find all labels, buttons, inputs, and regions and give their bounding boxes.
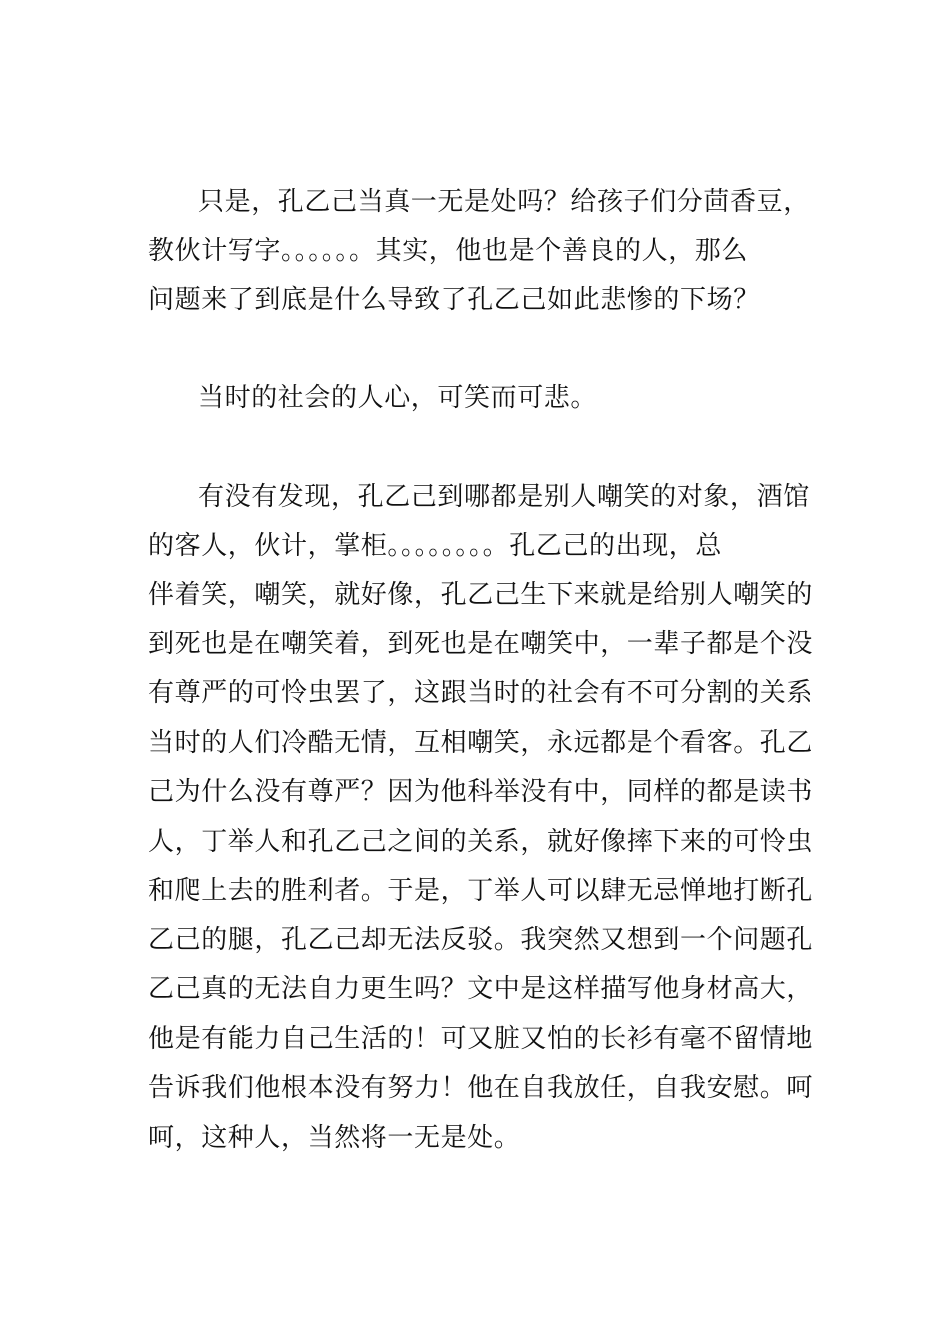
paragraph-1-line-2: 教伙计写字。。。。。。其实，他也是个善良的人，那么 [148,236,749,266]
paragraph-1-line-1: 只是，孔乙己当真一无是处吗？给孩子们分茴香豆， [198,187,810,217]
paragraph-3-line-4: 到死也是在嘲笑着，到死也是在嘲笑中，一辈子都是个没 [148,629,814,659]
paragraph-1-line-3: 问题来了到底是什么导致了孔乙己如此悲惨的下场？ [148,285,760,315]
paragraph-3-line-6: 当时的人们冷酷无情，互相嘲笑，永远都是个看客。孔乙 [148,728,814,758]
paragraph-3-line-5: 有尊严的可怜虫罢了，这跟当时的社会有不可分割的关系 [148,678,814,708]
paragraph-3-line-1: 有没有发现，孔乙己到哪都是别人嘲笑的对象，酒馆 [198,482,810,512]
paragraph-2-line-1: 当时的社会的人心，可笑而可悲。 [198,383,598,413]
paragraph-3-line-14: 呵，这种人，当然将一无是处。 [148,1123,521,1153]
paragraph-3-line-3: 伴着笑，嘲笑，就好像，孔乙己生下来就是给别人嘲笑的 [148,580,814,610]
paragraph-3-line-8: 人，丁举人和孔乙己之间的关系，就好像摔下来的可怜虫 [148,827,814,857]
paragraph-3-line-2: 的客人，伙计，掌柜。。。。。。。。孔乙己的出现，总 [148,531,723,561]
paragraph-3-line-12: 他是有能力自己生活的！可又脏又怕的长衫有毫不留情地 [148,1024,814,1054]
paragraph-3-line-9: 和爬上去的胜利者。于是，丁举人可以肆无忌惮地打断孔 [148,876,814,906]
paragraph-3-line-7: 己为什么没有尊严？因为他科举没有中，同样的都是读书 [148,777,814,807]
paragraph-3-line-10: 乙己的腿，孔乙己却无法反驳。我突然又想到一个问题孔 [148,925,814,955]
paragraph-3-line-11: 乙己真的无法自力更生吗？文中是这样描写他身材高大， [148,974,814,1004]
paragraph-3-line-13: 告诉我们他根本没有努力！他在自我放任，自我安慰。呵 [148,1073,814,1103]
